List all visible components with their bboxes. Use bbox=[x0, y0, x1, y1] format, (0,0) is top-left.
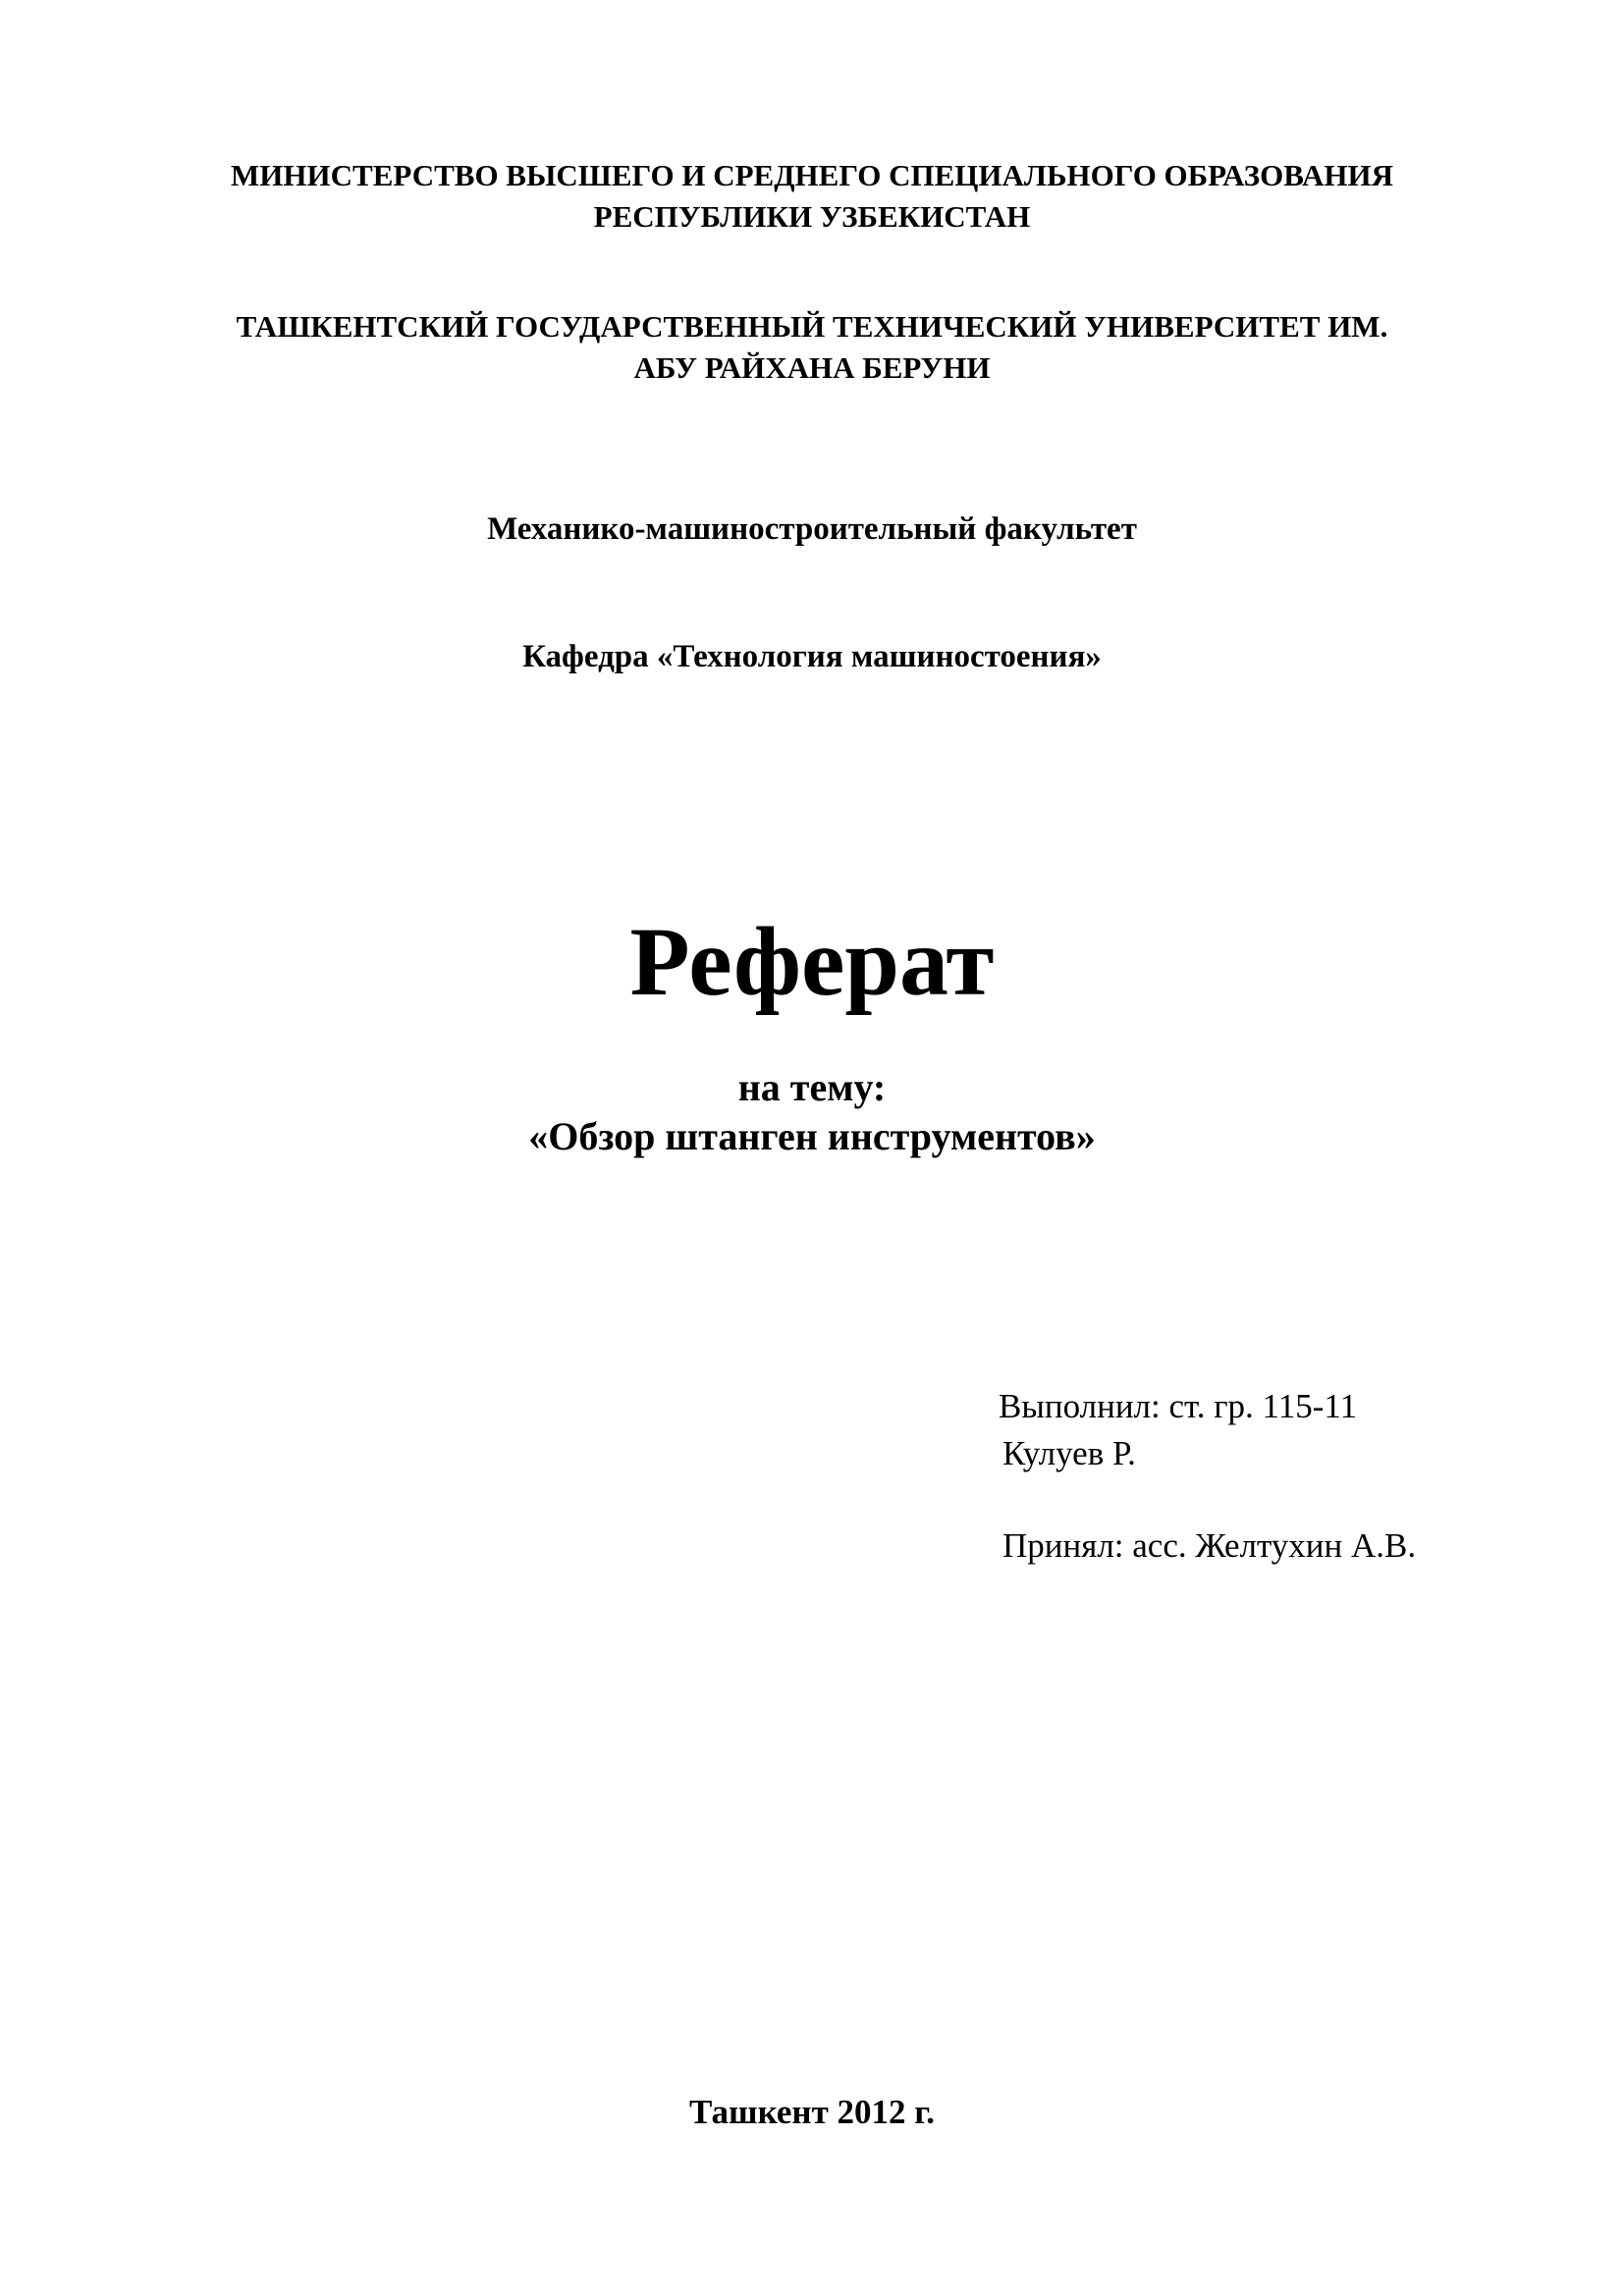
author-block bbox=[999, 1383, 1416, 1570]
student-name: Кулуев Р. bbox=[1002, 1434, 1136, 1472]
university-line-2: АБУ РАЙХАНА БЕРУНИ bbox=[633, 350, 991, 385]
faculty-name: Механико-машиностроительный факультет bbox=[487, 511, 1137, 547]
department-name: Кафедра «Технология машиностоения» bbox=[522, 639, 1102, 674]
topic-prefix: на тему: bbox=[737, 1065, 887, 1109]
ministry-line-2: РЕСПУБЛИКИ УЗБЕКИСТАН bbox=[593, 199, 1031, 234]
topic-title: «Обзор штанген инструментов» bbox=[528, 1114, 1096, 1158]
university-line-1: ТАШКЕНТСКИЙ ГОСУДАРСТВЕННЫЙ ТЕХНИЧЕСКИЙ УНИВЕРСИТЕТ ИМ. bbox=[236, 309, 1388, 344]
ministry-line-1: МИНИСТЕРСТВО ВЫСШЕГО И СРЕДНЕГО СПЕЦИАЛЬНОГО ОБРАЗОВАНИЯ bbox=[231, 158, 1393, 192]
ministry-header bbox=[0, 155, 1624, 238]
topic-block bbox=[0, 1063, 1624, 1161]
document-title: Реферат bbox=[629, 907, 995, 1016]
place-year: Ташкент 2012 г. bbox=[689, 2093, 935, 2131]
university-header bbox=[0, 306, 1624, 389]
accepted-by: Принял: асс. Желтухин А.В. bbox=[1002, 1526, 1417, 1565]
performed-by: Выполнил: ст. гр. 115-11 bbox=[999, 1387, 1358, 1425]
